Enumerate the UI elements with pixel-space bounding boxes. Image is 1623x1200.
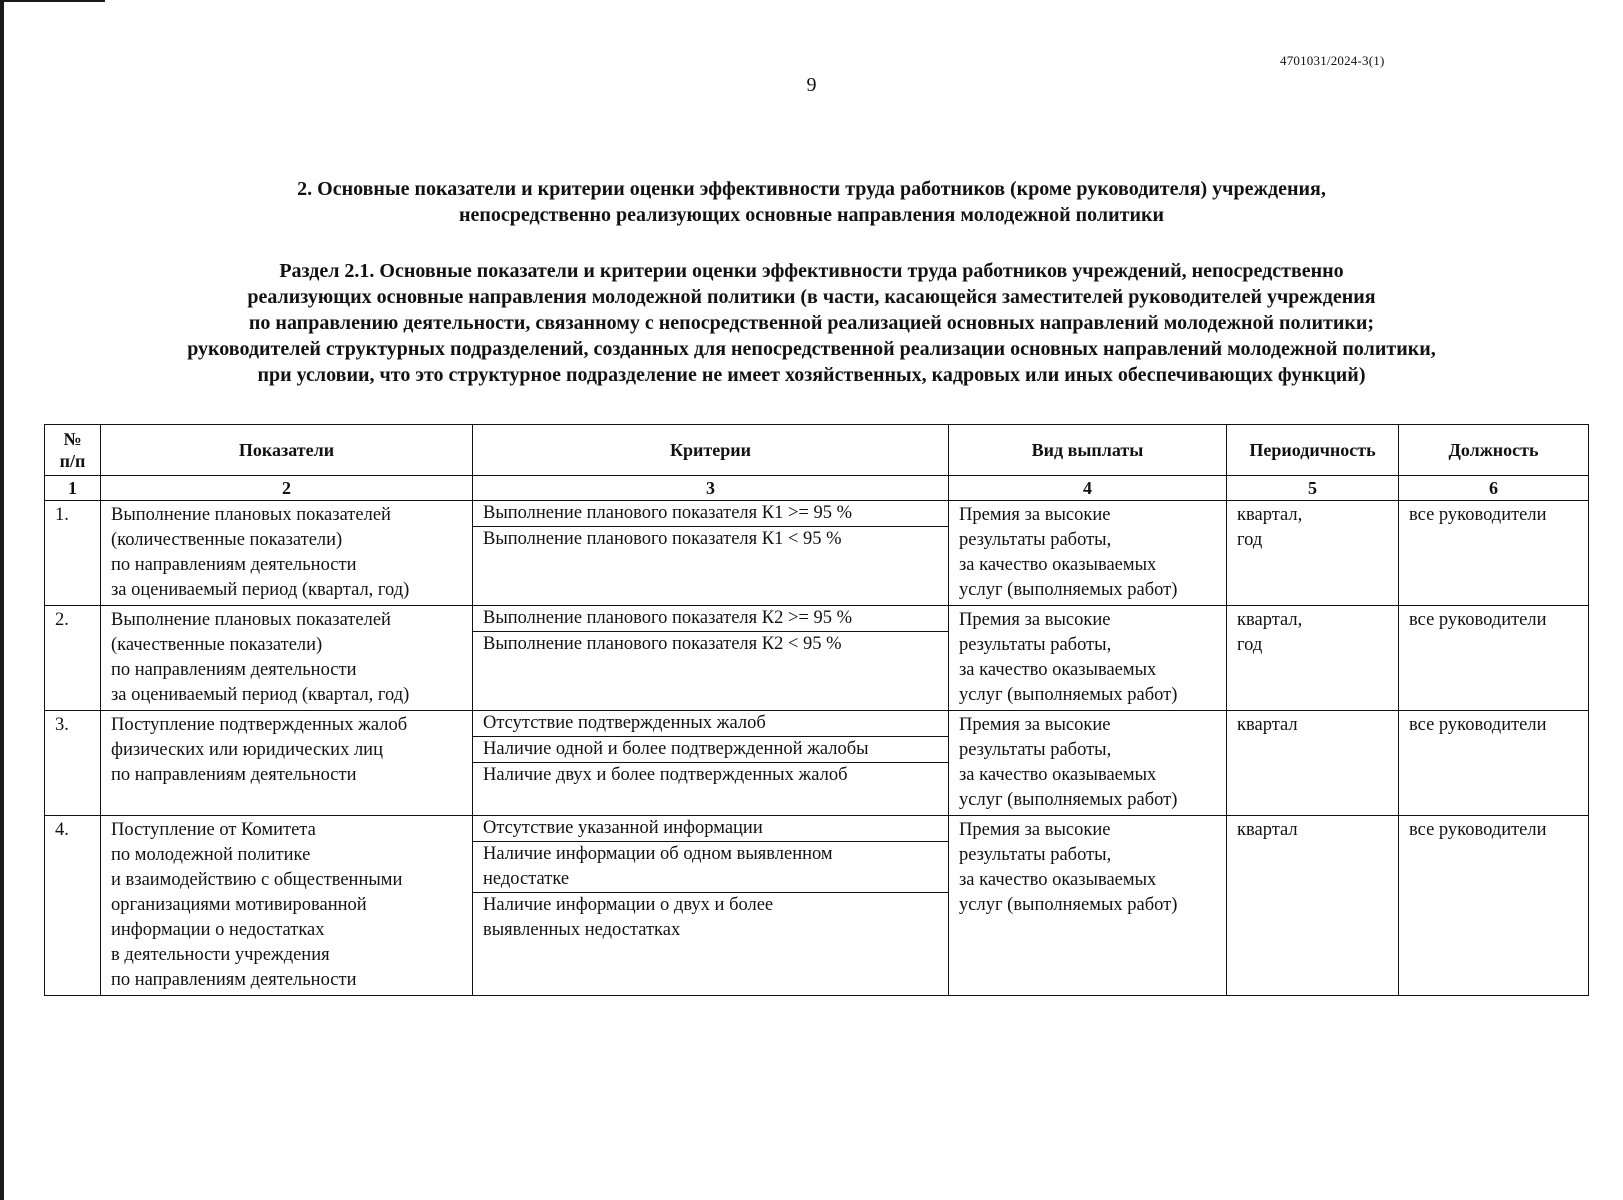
- indicator-line: Выполнение плановых показателей: [111, 610, 391, 630]
- periodicity-cell: [1227, 606, 1399, 711]
- subsection-heading-line: по направлению деятельности, связанному с непосредственной реализацией основных направлений молодежной политики;: [248, 312, 1375, 334]
- row-number-cell: 2.: [45, 606, 101, 711]
- subsection-heading: [0, 258, 1623, 388]
- row-number-cell: 1.: [45, 501, 101, 606]
- criterion-line: недостатке: [483, 869, 570, 889]
- indicator-line: по направлениям деятельности: [111, 660, 357, 680]
- position-cell: все руководители: [1399, 816, 1589, 996]
- criteria-cell: [473, 816, 949, 996]
- section-heading-line: 2. Основные показатели и критерии оценки эффективности труда работников (кроме руководителя) учреждения,: [297, 178, 1326, 200]
- indicator-line: по направлениям деятельности: [111, 970, 357, 990]
- table-row: [45, 711, 1589, 816]
- criterion-line: Наличие информации об одном выявленном: [483, 844, 833, 864]
- column-number: 4: [949, 476, 1227, 501]
- indicator-cell: [101, 501, 473, 606]
- criterion-item: [473, 711, 948, 737]
- indicator-cell: [101, 606, 473, 711]
- payment-type-cell: [949, 501, 1227, 606]
- payment-line: Премия за высокие: [959, 715, 1111, 735]
- periodicity-line: квартал: [1237, 715, 1298, 735]
- row-number-cell: 3.: [45, 711, 101, 816]
- indicator-line: физических или юридических лиц: [111, 740, 383, 760]
- payment-line: результаты работы,: [959, 530, 1112, 550]
- header-periodicity: Периодичность: [1227, 425, 1399, 476]
- indicator-line: и взаимодействию с общественными: [111, 870, 403, 890]
- column-number: 2: [101, 476, 473, 501]
- payment-line: услуг (выполняемых работ): [959, 685, 1178, 705]
- criteria-table: [44, 424, 1589, 996]
- criterion-item: [473, 816, 948, 842]
- periodicity-cell: [1227, 501, 1399, 606]
- document-number: 4701031/2024-3(1): [1280, 53, 1385, 68]
- row-number-cell: 4.: [45, 816, 101, 996]
- periodicity-line: квартал: [1237, 820, 1298, 840]
- criterion-item: [473, 893, 948, 943]
- position-cell: все руководители: [1399, 606, 1589, 711]
- periodicity-cell: [1227, 711, 1399, 816]
- indicator-line: (количественные показатели): [111, 530, 343, 550]
- indicator-line: по направлениям деятельности: [111, 555, 357, 575]
- table-row: [45, 501, 1589, 606]
- header-position: Должность: [1399, 425, 1589, 476]
- indicator-line: информации о недостатках: [111, 920, 325, 940]
- criterion-line: Наличие двух и более подтвержденных жалоб: [483, 765, 848, 785]
- column-number: 3: [473, 476, 949, 501]
- indicator-line: Поступление от Комитета: [111, 820, 316, 840]
- indicator-line: (качественные показатели): [111, 635, 323, 655]
- criterion-item: [473, 842, 948, 893]
- criteria-cell: [473, 711, 949, 816]
- criterion-item: [473, 606, 948, 632]
- table-row: [45, 606, 1589, 711]
- payment-line: услуг (выполняемых работ): [959, 790, 1178, 810]
- indicator-line: Выполнение плановых показателей: [111, 505, 391, 525]
- column-number: 1: [45, 476, 101, 501]
- column-number: 6: [1399, 476, 1589, 501]
- payment-line: за качество оказываемых: [959, 765, 1157, 785]
- payment-line: за качество оказываемых: [959, 660, 1157, 680]
- criterion-item: [473, 527, 948, 552]
- payment-line: результаты работы,: [959, 635, 1112, 655]
- indicator-line: организациями мотивированной: [111, 895, 367, 915]
- criterion-item: [473, 501, 948, 527]
- criterion-line: Наличие одной и более подтвержденной жалобы: [483, 739, 869, 759]
- column-number: 5: [1227, 476, 1399, 501]
- indicator-cell: [101, 816, 473, 996]
- criterion-line: Наличие информации о двух и более: [483, 895, 774, 915]
- indicator-line: по молодежной политике: [111, 845, 311, 865]
- payment-type-cell: [949, 606, 1227, 711]
- payment-line: Премия за высокие: [959, 610, 1111, 630]
- table-header-row: [45, 425, 1589, 476]
- criterion-line: Выполнение планового показателя К2 < 95 %: [483, 634, 842, 654]
- criterion-item: [473, 763, 948, 788]
- subsection-heading-line: Раздел 2.1. Основные показатели и критерии оценки эффективности труда работников учреждений, непосредственно: [279, 260, 1344, 282]
- payment-line: услуг (выполняемых работ): [959, 895, 1178, 915]
- payment-line: результаты работы,: [959, 740, 1112, 760]
- indicator-line: за оцениваемый период (квартал, год): [111, 685, 410, 705]
- criteria-cell: [473, 606, 949, 711]
- column-number-row: [45, 476, 1589, 501]
- criterion-line: Выполнение планового показателя К2 >= 95 %: [483, 608, 853, 628]
- indicator-line: по направлениям деятельности: [111, 765, 357, 785]
- criterion-item: [473, 737, 948, 763]
- position-cell: все руководители: [1399, 501, 1589, 606]
- periodicity-line: год: [1237, 635, 1263, 655]
- periodicity-cell: [1227, 816, 1399, 996]
- section-heading-line: непосредственно реализующих основные направления молодежной политики: [458, 204, 1165, 226]
- payment-line: Премия за высокие: [959, 505, 1111, 525]
- table-row: [45, 816, 1589, 996]
- criterion-line: Выполнение планового показателя К1 >= 95 %: [483, 503, 853, 523]
- header-criteria: Критерии: [473, 425, 949, 476]
- periodicity-line: квартал,: [1237, 505, 1303, 525]
- payment-type-cell: [949, 816, 1227, 996]
- section-heading: [0, 176, 1623, 228]
- periodicity-line: год: [1237, 530, 1263, 550]
- payment-line: за качество оказываемых: [959, 870, 1157, 890]
- subsection-heading-line: при условии, что это структурное подразделение не имеет хозяйственных, кадровых или иных обеспечивающих функций): [257, 364, 1366, 386]
- table-body: [45, 501, 1589, 996]
- indicator-line: за оцениваемый период (квартал, год): [111, 580, 410, 600]
- periodicity-line: квартал,: [1237, 610, 1303, 630]
- scan-top-artifact: [0, 0, 105, 2]
- payment-type-cell: [949, 711, 1227, 816]
- header-indicators: Показатели: [101, 425, 473, 476]
- criterion-line: Выполнение планового показателя К1 < 95 %: [483, 529, 842, 549]
- indicator-line: в деятельности учреждения: [111, 945, 330, 965]
- criterion-line: Отсутствие подтвержденных жалоб: [483, 713, 766, 733]
- indicator-cell: [101, 711, 473, 816]
- page-number: 9: [806, 74, 817, 96]
- criterion-line: Отсутствие указанной информации: [483, 818, 763, 838]
- criteria-cell: [473, 501, 949, 606]
- subsection-heading-line: реализующих основные направления молодежной политики (в части, касающейся заместителей руководителей учреждения: [247, 286, 1376, 308]
- criterion-item: [473, 632, 948, 657]
- subsection-heading-line: руководителей структурных подразделений, созданных для непосредственной реализации основных направлений молодежной политики,: [187, 338, 1436, 360]
- header-number: № п/п: [45, 425, 101, 476]
- header-payment-type: Вид выплаты: [949, 425, 1227, 476]
- position-cell: все руководители: [1399, 711, 1589, 816]
- payment-line: услуг (выполняемых работ): [959, 580, 1178, 600]
- criterion-line: выявленных недостатках: [483, 920, 681, 940]
- payment-line: результаты работы,: [959, 845, 1112, 865]
- payment-line: Премия за высокие: [959, 820, 1111, 840]
- indicator-line: Поступление подтвержденных жалоб: [111, 715, 408, 735]
- payment-line: за качество оказываемых: [959, 555, 1157, 575]
